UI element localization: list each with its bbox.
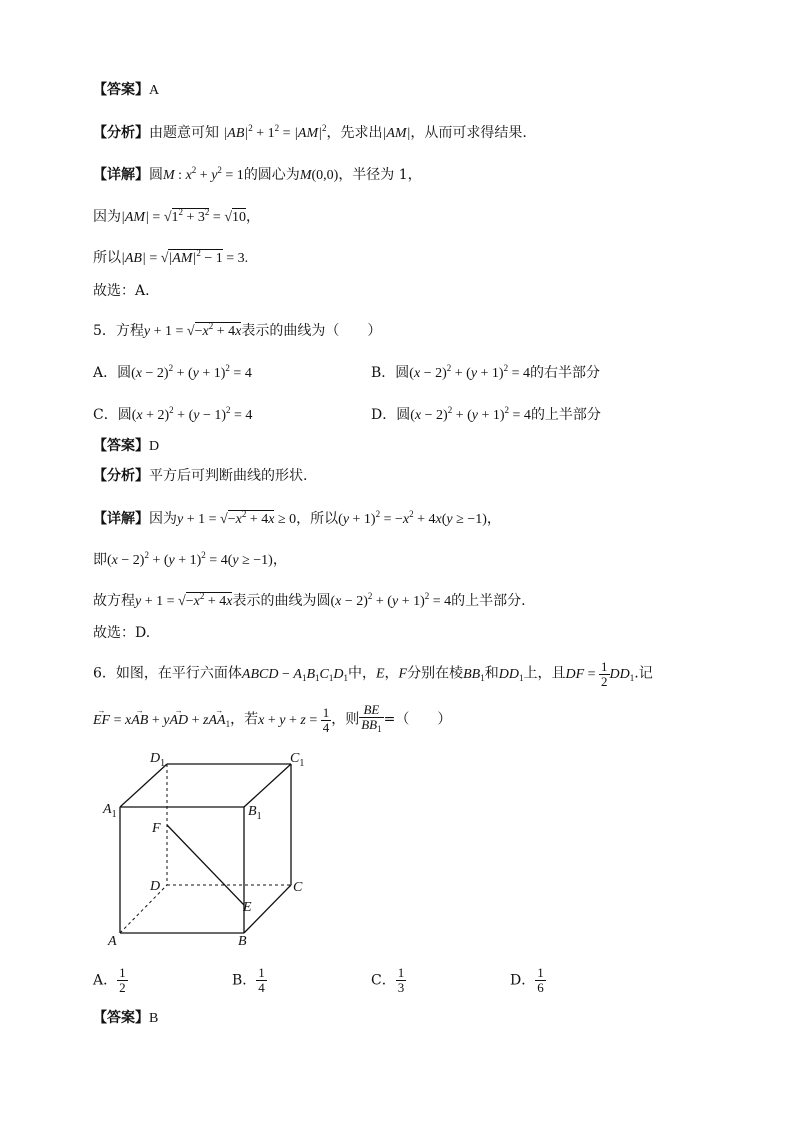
label-a: A	[108, 934, 117, 949]
q5-stem	[93, 316, 381, 342]
formula: $y + 1 = √-x^2 + 4x \ge 0$	[177, 509, 297, 527]
stem-text: 中，	[347, 665, 376, 682]
q4-because-line	[93, 202, 260, 228]
parallelepiped-figure	[100, 745, 320, 950]
formula: F	[398, 666, 408, 682]
stem-text: .记	[634, 665, 653, 682]
q5-conclusion-line	[93, 586, 526, 612]
formula: x + y + z = $\frac{1}{4}$	[258, 704, 330, 735]
analysis-text: ，从而可求得结果.	[410, 125, 527, 141]
punct: ，	[246, 209, 261, 225]
so-text: 所以	[93, 250, 121, 266]
punct: ，	[486, 511, 501, 527]
formula: $|AB| = √|AM|^2 - 1 = 3$.	[121, 248, 249, 266]
stem-text: ，若	[230, 711, 259, 728]
segment-e-f	[167, 825, 244, 905]
detail-text: 因为	[149, 511, 177, 527]
stem-text: 表示的曲线为（ ）	[241, 323, 382, 339]
stem-text: 6．如图，在平行六面体	[93, 665, 242, 682]
analysis-text: 由题意可知	[149, 125, 219, 141]
label-c1: $C_1$	[290, 751, 305, 769]
label-d1: $D_1$	[150, 751, 166, 769]
formula: $BB_1$	[463, 666, 485, 683]
because-text: 因为	[93, 209, 121, 225]
conclusion-text: 表示的曲线为圆	[232, 593, 331, 609]
option-label: B．圆	[371, 365, 410, 381]
answer-tag: 【答案】	[93, 1010, 149, 1026]
conclusion-text: 的上半部分.	[451, 593, 526, 609]
option-label: D．	[510, 972, 536, 989]
formula: $(x - 2)^2 + (y + 1)^2 = 4$	[410, 405, 531, 423]
detail-text: 圆	[149, 167, 163, 183]
option-fraction	[256, 966, 267, 995]
formula: $(x - 2)^2 + (y + 1)^2 = 4$	[409, 363, 530, 381]
option-label: D．圆	[371, 407, 411, 423]
label-c: C	[293, 880, 303, 895]
option-text: 的上半部分	[530, 407, 601, 423]
option-b[interactable]	[371, 358, 600, 384]
stem-text: =（ ）	[383, 711, 452, 728]
formula: → EF = x→ AB + y→ AD + $z\to AA_1$	[93, 713, 230, 728]
formula: M : $x^2 + y^2 = 1$	[163, 165, 244, 183]
stem-text: 5．方程	[93, 323, 144, 339]
label-f: F	[152, 821, 161, 836]
option-fraction	[117, 966, 128, 995]
formula: $(x - 2)^2 + (y + 1)^2 = 4$	[330, 591, 452, 609]
q4-choose-line	[93, 281, 150, 301]
q4-analysis-line	[93, 118, 527, 144]
stem-text: 和	[484, 665, 499, 682]
formula: DF = $\frac{1}{2}$ $DD_1$	[565, 659, 635, 689]
choose-text: 故选：D.	[93, 625, 151, 641]
formula: $(x - 2)^2 + (y + 1)^2 = 4(y \ge -1)$	[107, 550, 273, 568]
option-c[interactable]	[93, 400, 252, 426]
option-text: 的右半部分	[530, 365, 600, 381]
edge-b1-c1	[244, 764, 291, 807]
analysis-tag: 【分析】	[93, 125, 149, 141]
q4-so-line	[93, 243, 248, 269]
edge-a1-d1	[120, 764, 167, 807]
formula: |AM|	[382, 126, 411, 141]
numerator: 1	[537, 965, 544, 980]
label-d: D	[150, 879, 161, 894]
detail-tag: 【详解】	[93, 167, 149, 183]
answer-tag: 【答案】	[93, 82, 149, 98]
option-d[interactable]	[510, 966, 546, 995]
choose-text: 故选：A.	[93, 283, 150, 299]
q5-analysis-line	[93, 466, 307, 486]
q5-answer-line	[93, 436, 159, 457]
label-e: E	[243, 900, 252, 915]
numerator: 1	[258, 965, 265, 980]
option-label: A．圆	[93, 365, 132, 381]
option-label: C．圆	[93, 407, 132, 423]
answer-value: A	[149, 83, 160, 98]
ji-text: 即	[93, 552, 107, 568]
formula: $|AB|^2 + 1^2 = |AM|^2$	[223, 123, 327, 141]
option-fraction	[535, 966, 546, 995]
denominator: 3	[397, 980, 405, 995]
answer-value: B	[149, 1011, 159, 1026]
formula: $(x + 2)^2 + (y - 1)^2 = 4$	[131, 405, 253, 423]
stem-text: ，则	[331, 711, 360, 728]
q5-detail-line	[93, 504, 501, 530]
option-a[interactable]	[93, 358, 252, 384]
stem-text: 上，且	[523, 665, 566, 682]
option-c[interactable]	[371, 966, 406, 995]
detail-tag: 【详解】	[93, 511, 149, 527]
q4-detail-line	[93, 160, 422, 186]
formula: $\frac{BE}{BB_1}$	[361, 702, 382, 734]
q4-answer-line	[93, 80, 159, 101]
punct: ，	[272, 552, 287, 568]
q6-stem-line1	[93, 660, 653, 689]
formula: ABCD − $A_1B_1C_1D_1$	[241, 666, 348, 683]
denominator: 2	[119, 980, 126, 995]
formula: $(y + 1)^2 = -x^2 + 4x(y \ge -1)$	[338, 509, 487, 527]
formula: $y + 1 = √-x^2 + 4x$	[135, 591, 233, 609]
denominator: 6	[537, 980, 544, 995]
answer-value: D	[149, 439, 160, 454]
option-d[interactable]	[371, 400, 601, 426]
option-fraction	[396, 966, 407, 995]
formula: $(x - 2)^2 + (y + 1)^2 = 4$	[131, 363, 252, 381]
q6-stem-line2	[93, 703, 451, 736]
detail-text: ，半径为 1，	[338, 167, 422, 183]
formula: $|AM| = √1^2 + 3^2 = √10$	[121, 207, 247, 225]
detail-text: ，所以	[296, 511, 339, 527]
denominator: 4	[258, 980, 265, 995]
analysis-tag: 【分析】	[93, 468, 149, 484]
q5-choose-line	[93, 623, 150, 643]
label-b: B	[238, 934, 247, 949]
conclusion-text: 故方程	[93, 593, 135, 609]
stem-text: ，	[384, 665, 399, 682]
option-b[interactable]	[232, 966, 267, 995]
detail-text: 的圆心为	[243, 167, 300, 183]
q5-ji-line	[93, 545, 287, 571]
formula: E	[375, 666, 385, 682]
formula: M(0,0)	[299, 168, 339, 183]
formula: $y + 1 = √-x^2 + 4x$	[143, 321, 242, 339]
label-a1: $A_1$	[103, 802, 117, 820]
analysis-text: 平方后可判断曲线的形状.	[149, 468, 308, 484]
numerator: 1	[397, 965, 405, 980]
option-a[interactable]	[93, 966, 128, 995]
answer-tag: 【答案】	[93, 438, 149, 454]
option-label: C．	[371, 972, 396, 989]
stem-text: 分别在棱	[407, 665, 464, 682]
option-label: B．	[232, 972, 257, 989]
formula: $DD_1$	[498, 666, 524, 683]
analysis-text: ，先求出	[326, 125, 383, 141]
q6-answer-line	[93, 1008, 158, 1029]
option-label: A．	[93, 972, 118, 989]
label-b1: $B_1$	[248, 804, 262, 822]
numerator: 1	[119, 965, 126, 980]
